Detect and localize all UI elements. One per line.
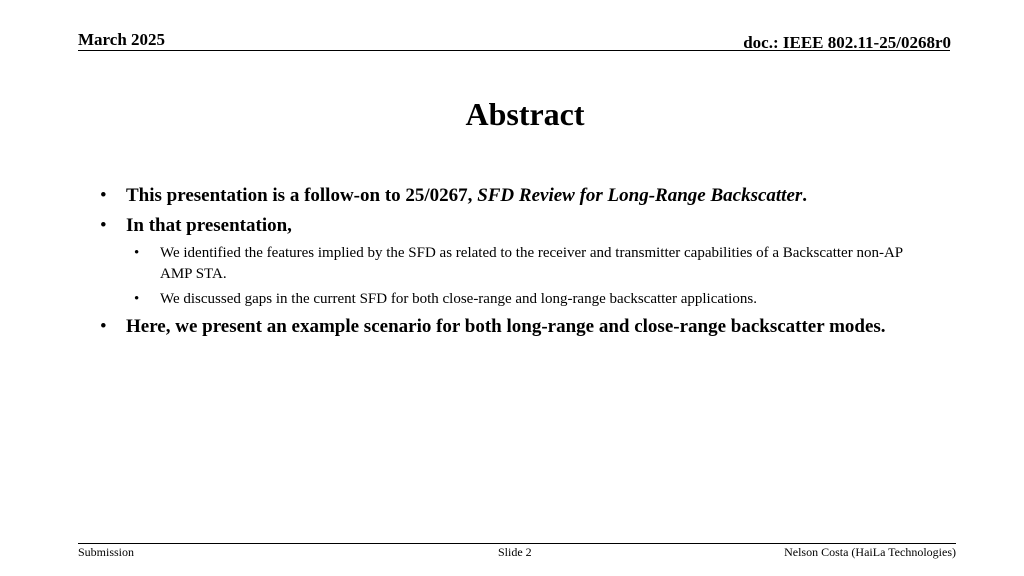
bullet-marker: • (100, 185, 107, 206)
sub-bullet-item-features (96, 243, 936, 285)
sub-bullet-marker: • (134, 245, 140, 261)
slide-title: Abstract (465, 96, 585, 132)
bullet-list (96, 183, 936, 344)
footer-slide-number: Slide 2 (498, 545, 532, 559)
sub-bullet-text: We identified the features implied by the SFD as related to the receiver and transmitter capabilities of a Backscatter non-AP AMP STA. (160, 245, 903, 282)
sub-bullet-item-gaps (96, 289, 936, 310)
bullet-text: Here, we present an example scenario for both long-range and close-range backscatter modes. (126, 316, 886, 337)
header-date: March 2025 (78, 30, 166, 49)
referenced-presentation-title: SFD Review for Long-Range Backscatter (477, 185, 803, 206)
bullet-marker: • (100, 215, 107, 236)
footer-divider (78, 543, 956, 544)
bullet-text: In that presentation, (126, 215, 292, 236)
bullet-item-example-scenario (96, 314, 936, 340)
footer-author: Nelson Costa (HaiLa Technologies) (784, 545, 956, 559)
bullet-text: This presentation is a follow-on to 25/0267, (126, 185, 478, 206)
header-doc-id: doc.: IEEE 802.11-25/0268r0 (743, 33, 951, 52)
bullet-text-end: . (802, 185, 808, 206)
footer-submission: Submission (78, 545, 135, 559)
bullet-item-followon (96, 183, 936, 209)
sub-bullet-marker: • (134, 291, 140, 307)
sub-bullet-text: We discussed gaps in the current SFD for both close-range and long-range backscatter applications. (160, 291, 757, 307)
header-divider (78, 50, 950, 51)
bullet-marker: • (100, 316, 107, 337)
bullet-item-in-that-presentation (96, 213, 936, 239)
